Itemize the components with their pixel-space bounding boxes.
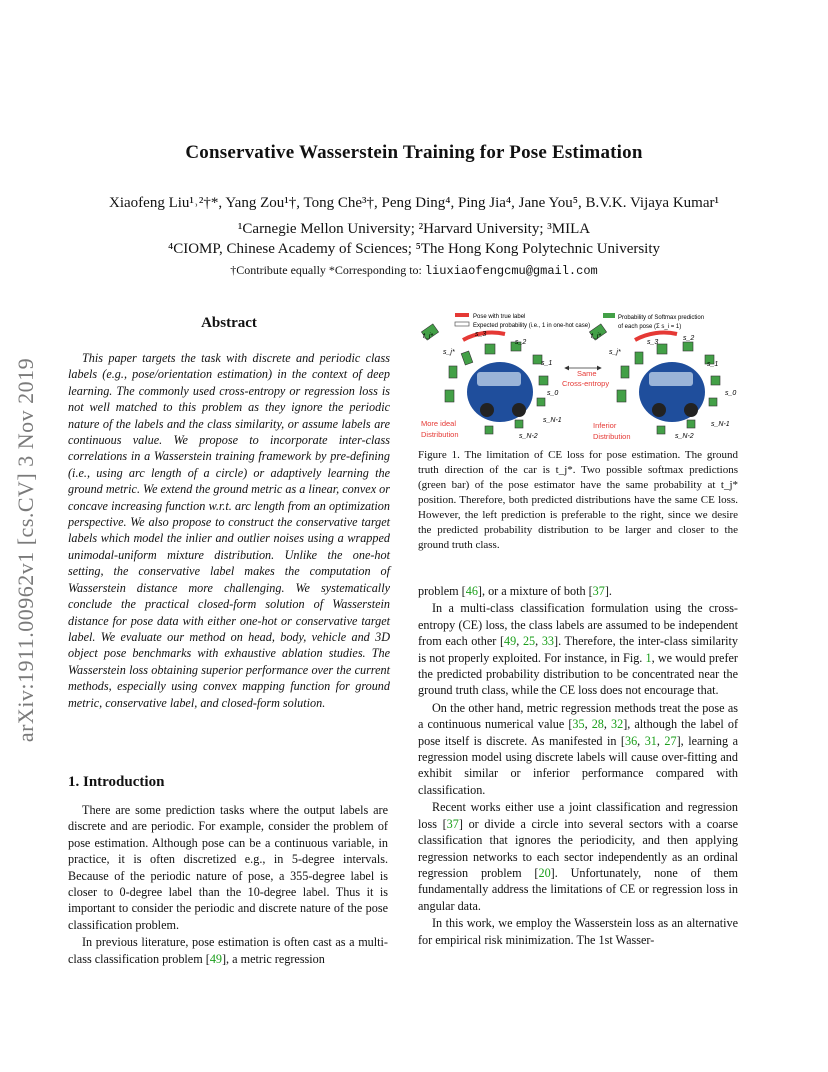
- svg-text:s_2: s_2: [515, 339, 527, 346]
- citation-link[interactable]: 46: [465, 584, 478, 598]
- citation-link[interactable]: 49: [209, 951, 222, 966]
- svg-text:Distribution: Distribution: [421, 430, 459, 439]
- affiliation-line-1: ¹Carnegie Mellon University; ²Harvard University; ³MILA: [237, 221, 591, 237]
- citation-link[interactable]: 20: [538, 865, 551, 880]
- citation-link[interactable]: 32: [611, 717, 624, 732]
- svg-text:s_j*: s_j*: [609, 349, 621, 356]
- introduction-heading: 1. Introduction: [68, 774, 165, 790]
- svg-text:t_j*: t_j*: [423, 333, 434, 340]
- legend-right-2: of each pose (Σ s_i = 1): [618, 324, 682, 330]
- citation-link[interactable]: 33: [541, 634, 555, 649]
- svg-text:s_N-1: s_N-1: [711, 421, 730, 428]
- svg-text:More ideal: More ideal: [421, 419, 457, 428]
- citation-link[interactable]: 37: [592, 584, 605, 598]
- abstract-body: [68, 350, 390, 711]
- citation-link[interactable]: 49: [504, 634, 517, 649]
- citation-link[interactable]: 37: [446, 816, 459, 831]
- right-paragraph-4: In this work, we employ the Wasserstein loss as an alternative for empirical risk minimization. The 1st Wasser-: [418, 916, 738, 947]
- svg-text:Distribution: Distribution: [593, 432, 631, 441]
- svg-text:s_1: s_1: [541, 360, 553, 367]
- svg-text:s_N-1: s_N-1: [543, 417, 562, 424]
- citation-link[interactable]: 25: [522, 634, 536, 649]
- svg-text:s_0: s_0: [725, 390, 737, 397]
- contribution-text: †Contribute equally *Corresponding to:: [230, 263, 425, 277]
- svg-text:Inferior: Inferior: [593, 421, 617, 430]
- svg-text:s_2: s_2: [683, 335, 695, 342]
- right-paragraph-1: In a multi-class classification formulation using the cross-entropy (CE) loss, the class labels are assumed to be independent from each other [49, 25, 33]. Therefore, the inter-class similarity is not properly exploited. For instance, in Fig. 1, we would prefer the predicted probability distribution to be concentrated near the ground truth class, while the CE loss does not encourage that.: [418, 601, 739, 698]
- affiliation-line-2: ⁴CIOMP, Chinese Academy of Sciences; ⁵The Hong Kong Polytechnic University: [167, 241, 661, 257]
- arxiv-stamp: arXiv:1911.00962v1 [cs.CV] 3 Nov 2019: [13, 357, 38, 743]
- introduction-right-column: [418, 583, 738, 949]
- legend-true-label-swatch: [455, 313, 469, 317]
- intro-paragraph-1: There are some prediction tasks where the output labels are discrete and are periodic. For example, consider the problem of pose estimation. Although pose can be a continuous variable, in practice, it is often discretized e.g., in 5-degree intervals. Because of the periodic nature of pose, a 355-degree label is closer to 0-degree label than the 10-degree label. Thus it is important to consider the periodic and discrete nature of the pose classification problem.: [68, 803, 388, 932]
- right-paragraph-3: Recent works either use a joint classification and regression loss [37] or divide a circle into several sectors with a coarse classification that ignores the periodicity, and then applying regression networks to each sector independently as an ordinal regression problem [20]. Unfortunately, none of them fundamentally address the limitations of CE or regression loss in angular data.: [418, 800, 738, 913]
- introduction-left-column: [68, 802, 388, 968]
- right-paragraph-0: problem [46], or a mixture of both [37].: [418, 584, 612, 598]
- svg-text:t_j*: t_j*: [591, 333, 602, 340]
- legend-left-1: Pose with true label: [473, 314, 526, 320]
- figure-link[interactable]: 1: [645, 650, 652, 665]
- citation-link[interactable]: 36: [624, 733, 638, 748]
- left-pose-ring: [421, 324, 548, 434]
- legend-left-2: Expected probability (i.e., 1 in one-hot case): [473, 323, 591, 329]
- svg-text:s_N-2: s_N-2: [675, 433, 694, 440]
- email-address[interactable]: liuxiaofengcmu@gmail.com: [424, 264, 598, 278]
- legend-right-1: Probability of Softmax prediction: [618, 315, 705, 321]
- legend-prob-swatch: [603, 313, 615, 318]
- figure-1-caption: Figure 1. The limitation of CE loss for pose estimation. The ground truth direction of the car is t_j*. Two possible softmax predictions (green bar) of the pose estimator have the same probability at t_j* position. Therefore, both predicted distributions have the same CE loss. However, the left prediction is preferable to the right, since we desire the predicted probability distribution to be larger and closer to the ground truth class.: [418, 449, 738, 551]
- citation-link[interactable]: 31: [644, 733, 657, 748]
- author-list: Xiaofeng Liu¹˒²†*, Yang Zou¹†, Tong Che³†, Peng Ding⁴, Ping Jia⁴, Jane You⁵, B.V.K. Vijaya Kumar¹: [109, 195, 719, 211]
- svg-text:s_3: s_3: [475, 331, 487, 338]
- figure-1: [415, 310, 745, 444]
- intro-paragraph-2: In previous literature, pose estimation is often cast as a multi-class classification problem [49], a metric regression: [68, 935, 388, 966]
- legend-expected-swatch: [455, 322, 469, 326]
- paper-title: Conservative Wasserstein Training for Pose Estimation: [185, 142, 643, 163]
- svg-text:s_1: s_1: [707, 361, 719, 368]
- svg-text:s_N-2: s_N-2: [519, 433, 538, 440]
- contribution-note: [0, 263, 828, 278]
- abstract-heading: Abstract: [201, 315, 257, 331]
- svg-text:Same: Same: [577, 369, 597, 378]
- citation-link[interactable]: 28: [591, 717, 604, 732]
- svg-text:Cross-entropy: Cross-entropy: [562, 379, 610, 388]
- svg-text:s_3: s_3: [647, 339, 659, 346]
- svg-text:s_j*: s_j*: [443, 349, 455, 356]
- svg-text:s_0: s_0: [547, 390, 559, 397]
- citation-link[interactable]: 27: [664, 733, 677, 748]
- right-paragraph-2: On the other hand, metric regression methods treat the pose as a continuous numerical value [35, 28, 32], although the label of pose itself is discrete. As manifested in [36, 31, 27], learning a regression model using discrete labels will cause over-fitting and exhibit similar or inferior performance compared with classification.: [418, 700, 739, 797]
- abstract-text: This paper targets the task with discrete and periodic class labels (e.g., pose/orientation estimation) in the context of deep learning. The commonly used cross-entropy or regression loss is not well matched to this problem as they ignore the periodic nature of the labels and the class similarity, or assume labels are continuous value. We propose to incorporate inter-class correlations in a Wasserstein training framework by pre-defining (i.e., using arc length of a circle) or adaptively learning the ground metric. We extend the ground metric as a linear, convex or concave increasing function w.r.t. arc length from an optimization perspective. We also propose to construct the conservative target labels which model the inlier and outlier noises using a wrapped unimodal-uniform mixture distribution. Unlike the one-hot setting, the conservative label makes the computation of Wasserstein distance more challenging. We systematically conclude the practical closed-form solution of Wasserstein distance for pose data with either one-hot or conservative target label. We evaluate our method on head, body, vehicle and 3D object pose benchmarks with exhaustive ablation studies. The Wasserstein loss obtaining superior performance over the current methods, especially using convex mapping function for ground metric, conservative label, and closed-form solution.: [68, 351, 390, 710]
- citation-link[interactable]: 35: [572, 717, 585, 732]
